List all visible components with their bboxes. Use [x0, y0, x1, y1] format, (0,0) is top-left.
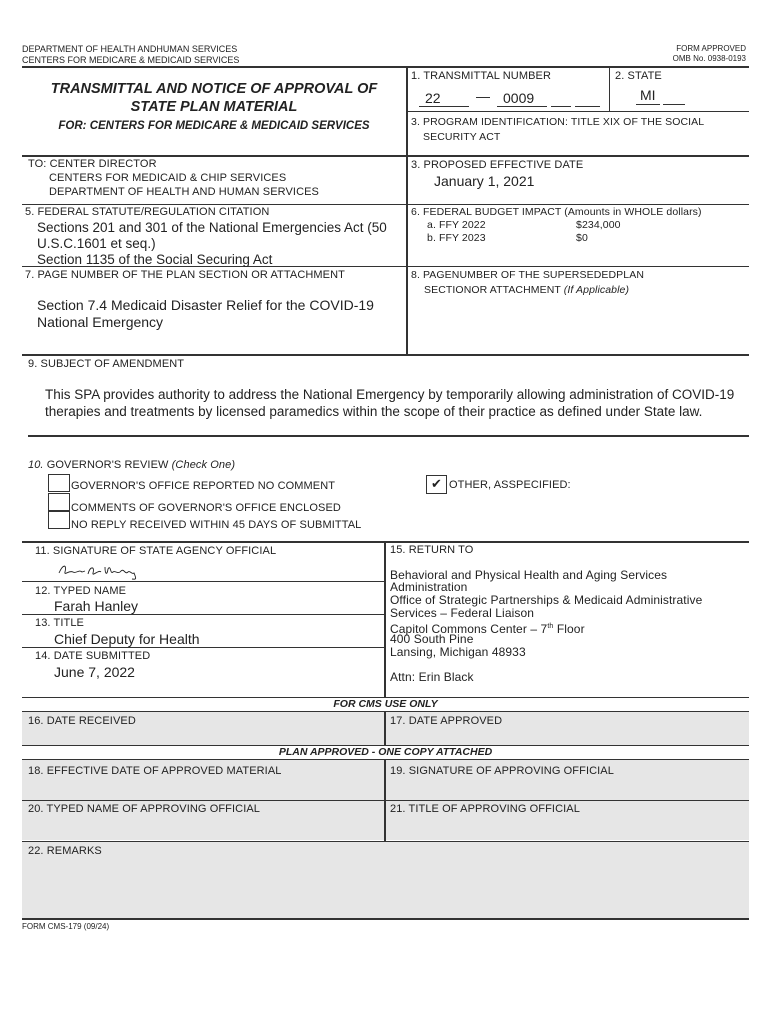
checkbox-no-reply[interactable] — [48, 511, 70, 529]
date-submitted-value: June 7, 2022 — [54, 664, 135, 680]
form-title-line-3: FOR: CENTERS FOR MEDICARE & MEDICAID SERVICES — [58, 120, 370, 132]
proposed-effective-date-label: 3. PROPOSED EFFECTIVE DATE — [411, 159, 584, 171]
to-line-1: TO: CENTER DIRECTOR — [28, 158, 157, 170]
return-to-line-1: Behavioral and Physical Health and Aging Services — [390, 568, 668, 582]
date-received-label: 16. DATE RECEIVED — [28, 715, 136, 727]
form-title-line-1: TRANSMITTAL AND NOTICE OF APPROVAL OF — [50, 81, 378, 97]
statute-citation-line-3: Section 1135 of the Social Securing Act — [37, 252, 273, 267]
subject-line-2: therapies and treatments by licensed paramedics within the scope of their practice as defined under State law. — [45, 404, 703, 419]
for-cms-use-only: FOR CMS USE ONLY — [333, 698, 438, 710]
signature-label: 11. SIGNATURE OF STATE AGENCY OFFICIAL — [35, 545, 277, 557]
form-approved: FORM APPROVED — [676, 44, 746, 53]
statute-citation-line-2: U.S.C.1601 et seq.) — [37, 236, 156, 251]
checkbox-no-comment[interactable] — [48, 474, 70, 492]
typed-name-label: 12. TYPED NAME — [35, 585, 127, 597]
plan-section-label: 7. PAGE NUMBER OF THE PLAN SECTION OR ATTACHMENT — [25, 269, 345, 281]
transmittal-number-part-1: 22 — [425, 90, 441, 106]
typed-name-value: Farah Hanley — [54, 598, 139, 614]
budget-a-value: $234,000 — [576, 219, 621, 231]
superseded-label-line-1: 8. PAGENUMBER OF THE SUPERSEDEDPLAN — [411, 269, 644, 281]
superseded-label-line-2: SECTIONOR ATTACHMENT (If Applicable) — [424, 284, 630, 296]
title-label: 13. TITLE — [35, 617, 84, 629]
subject-line-1: This SPA provides authority to address the National Emergency by temporarily allowing administration of COVID-19 — [45, 387, 735, 402]
form-title-line-2: STATE PLAN MATERIAL — [130, 99, 298, 115]
statute-citation-label: 5. FEDERAL STATUTE/REGULATION CITATION — [25, 206, 270, 218]
state-value: MI — [640, 87, 656, 103]
effective-date-approved-label: 18. EFFECTIVE DATE OF APPROVED MATERIAL — [28, 765, 282, 777]
option-no-reply: NO REPLY RECEIVED WITHIN 45 DAYS OF SUBMITTAL — [71, 519, 362, 531]
dept-line-1: DEPARTMENT OF HEALTH ANDHUMAN SERVICES — [22, 44, 238, 54]
proposed-effective-date-value: January 1, 2021 — [434, 173, 535, 189]
to-line-2: CENTERS FOR MEDICAID & CHIP SERVICES — [49, 172, 287, 184]
approving-title-label: 21. TITLE OF APPROVING OFFICIAL — [390, 803, 580, 815]
budget-b-label: b. FFY 2023 — [427, 232, 486, 244]
checkbox-comments-enclosed[interactable] — [48, 493, 70, 511]
plan-approved-banner: PLAN APPROVED - ONE COPY ATTACHED — [278, 746, 493, 758]
return-to-line-4: Services – Federal Liaison — [390, 606, 535, 620]
option-other: OTHER, ASSPECIFIED: — [449, 479, 571, 491]
budget-a-label: a. FFY 2022 — [427, 219, 486, 231]
form-id: FORM CMS-179 (09/24) — [22, 922, 110, 931]
return-to-line-5: Capitol Commons Center – 7th Floor — [390, 622, 585, 636]
state-label: 2. STATE — [615, 70, 662, 82]
signature-image — [55, 560, 145, 580]
option-no-comment: GOVERNOR'S OFFICE REPORTED NO COMMENT — [71, 480, 336, 492]
transmittal-number-label: 1. TRANSMITTAL NUMBER — [411, 70, 552, 82]
return-to-line-2: Administration — [390, 580, 468, 594]
subject-label: 9. SUBJECT OF AMENDMENT — [28, 358, 185, 370]
return-to-label: 15. RETURN TO — [390, 544, 474, 556]
budget-b-value: $0 — [576, 232, 588, 244]
remarks-label: 22. REMARKS — [28, 845, 102, 857]
budget-impact-label: 6. FEDERAL BUDGET IMPACT (Amounts in WHOLE dollars) — [411, 206, 702, 218]
return-to-line-3: Office of Strategic Partnerships & Medicaid Administrative — [390, 593, 703, 607]
date-submitted-label: 14. DATE SUBMITTED — [35, 650, 151, 662]
transmittal-number-part-2: 0009 — [503, 90, 535, 106]
to-line-3: DEPARTMENT OF HEALTH AND HUMAN SERVICES — [49, 186, 319, 198]
program-id-line-2: SECURITY ACT — [423, 131, 501, 143]
program-id-line-1: 3. PROGRAM IDENTIFICATION: TITLE XIX OF THE SOCIAL — [411, 116, 705, 128]
transmittal-number-dash: — — [476, 88, 490, 104]
dept-line-2: CENTERS FOR MEDICARE & MEDICAID SERVICES — [22, 55, 240, 65]
return-to-attn: Attn: Erin Black — [390, 670, 474, 684]
approving-signature-label: 19. SIGNATURE OF APPROVING OFFICIAL — [390, 765, 614, 777]
return-to-line-7: Lansing, Michigan 48933 — [390, 645, 526, 659]
statute-citation-line-1: Sections 201 and 301 of the National Emergencies Act (50 — [37, 220, 387, 235]
checkbox-other-checked[interactable]: ✔ — [426, 475, 447, 494]
plan-section-line-1: Section 7.4 Medicaid Disaster Relief for the COVID-19 — [37, 297, 374, 313]
approving-name-label: 20. TYPED NAME OF APPROVING OFFICIAL — [28, 803, 261, 815]
governor-review-label: 10. GOVERNOR'S REVIEW (Check One) — [28, 459, 236, 471]
plan-section-line-2: National Emergency — [37, 314, 164, 330]
title-value: Chief Deputy for Health — [54, 631, 200, 647]
return-to-line-6: 400 South Pine — [390, 632, 474, 646]
date-approved-label: 17. DATE APPROVED — [390, 715, 503, 727]
option-comments-enclosed: COMMENTS OF GOVERNOR'S OFFICE ENCLOSED — [71, 502, 341, 514]
omb-number: OMB No. 0938-0193 — [672, 54, 746, 63]
